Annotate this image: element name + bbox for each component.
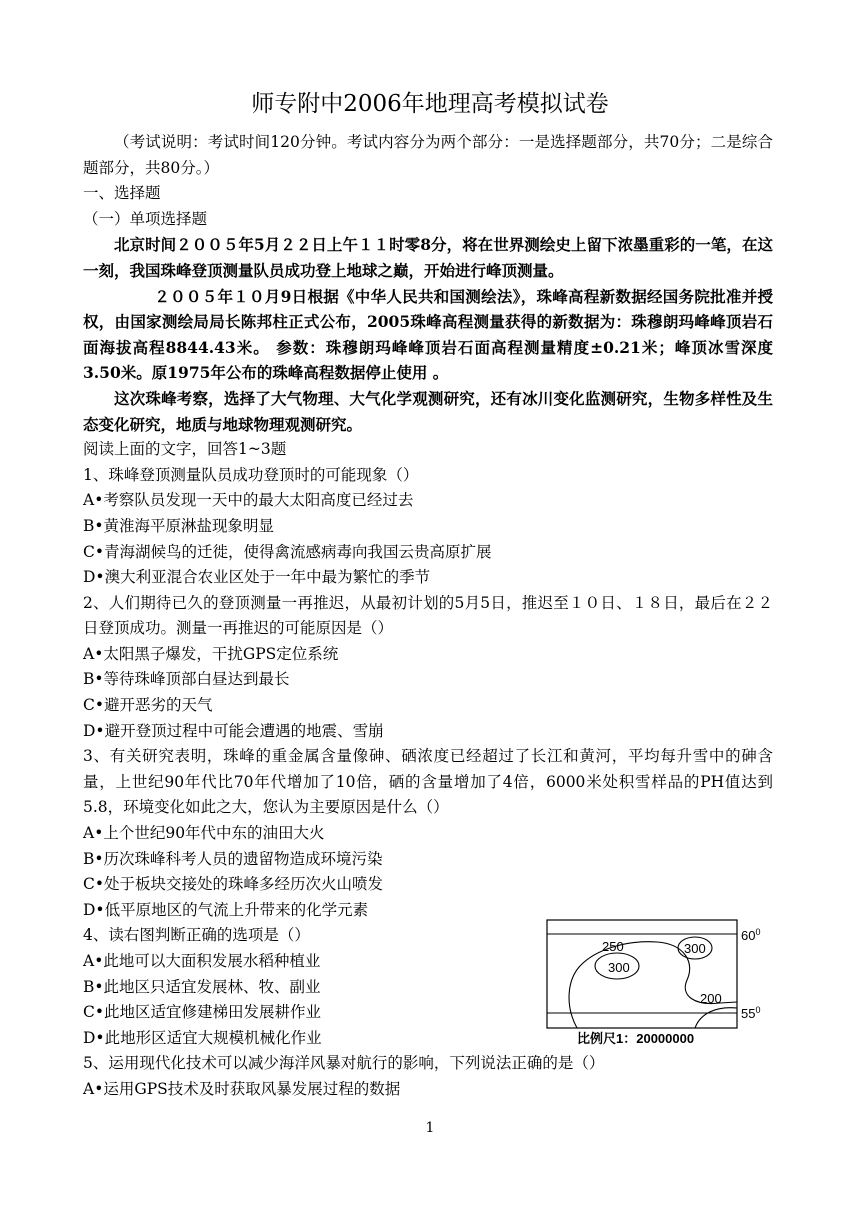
latitude-label-bottom (741, 1005, 760, 1021)
question-option: B•等待珠峰顶部白昼达到最长 (83, 670, 290, 689)
reading-instruction: 阅读上面的文字，回答1~3题 (83, 440, 287, 459)
latitude-label-top (741, 927, 760, 943)
degree-symbol: 0 (755, 1005, 761, 1015)
contour-map (545, 918, 775, 1048)
question-stem: 4、读右图判断正确的选项是（） (83, 926, 310, 945)
question-option: C•此地区适宜修建梯田发展耕作业 (83, 1003, 322, 1022)
question-stem: 2、人们期待已久的登顶测量一再推迟，从最初计划的5月5日，推迟至１０日、１８日，最后在２２日登顶成功。测量一再推迟的可能原因是（） (83, 593, 773, 638)
contour-label: 300 (608, 960, 630, 975)
latitude-value: 55 (741, 1006, 756, 1021)
question-option: B•历次珠峰科考人员的遗留物造成环境污染 (83, 849, 383, 868)
question-option: A•运用GPS技术及时获取风暴发展过程的数据 (83, 1079, 401, 1098)
question-option: C•青海湖候鸟的迁徙，使得禽流感病毒向我国云贵高原扩展 (83, 542, 492, 561)
contour-line-200 (695, 1008, 737, 1028)
question-option: A•太阳黑子爆发，干扰GPS定位系统 (83, 644, 339, 663)
question-option: D•避开登顶过程中可能会遭遇的地震、雪崩 (83, 721, 384, 740)
question-option: D•低平原地区的气流上升带来的化学元素 (83, 900, 369, 919)
contour-label: 250 (602, 939, 624, 954)
question-option: B•此地区只适宜发展林、牧、副业 (83, 977, 321, 996)
contour-label: 200 (700, 991, 722, 1006)
map-scale: 比例尺1：20000000 (577, 1031, 695, 1046)
latitude-value: 60 (741, 928, 756, 943)
exam-note: （考试说明：考试时间120分钟。考试内容分为两个部分：一是选择题部分，共70分；二是综合题部分，共80分。） (83, 133, 773, 177)
page-number: 1 (425, 1120, 435, 1136)
degree-symbol: 0 (755, 927, 761, 937)
map-frame (547, 920, 737, 1028)
contour-label: 300 (684, 941, 706, 956)
passage-paragraph-3: 这次珠峰考察，选择了大气物理、大气化学观测研究，还有冰川变化监测研究，生物多样性及生态变化研究，地质与地球物理观测研究。 (83, 388, 773, 434)
question-option: B•黄淮海平原淋盐现象明显 (83, 516, 275, 535)
question-option: A•上个世纪90年代中东的油田大火 (83, 824, 325, 843)
question-option: C•避开恶劣的天气 (83, 696, 213, 715)
subsection-heading: （一）单项选择题 (83, 209, 208, 228)
section-heading: 一、选择题 (83, 184, 161, 203)
question-option: C•处于板块交接处的珠峰多经历次火山喷发 (83, 875, 384, 894)
question-option: A•此地可以大面积发展水稻种植业 (83, 952, 321, 970)
question-stem: 1、珠峰登顶测量队员成功登顶时的可能现象（） (83, 465, 419, 484)
passage-paragraph-2: ２００５年１０月9日根据《中华人民共和国测绘法》，珠峰高程新数据经国务院批准并授权，由国家测绘局局长陈邦柱正式公布，2005珠峰高程测量获得的新数据为：珠穆朗玛峰峰顶岩石面海拔高程8844.43米。 参数：珠穆朗玛峰峰顶岩石面高程测量精度±0.21米；峰顶冰雪深度3.50米。原1975年公布的珠峰高程数据停止使用 。 (83, 286, 773, 383)
question-stem: 5、运用现代化技术可以减少海洋风暴对航行的影响，下列说法正确的是（） (83, 1054, 605, 1073)
page-title: 师专附中2006年地理高考模拟试卷 (251, 91, 609, 117)
question-option: D•澳大利亚混合农业区处于一年中最为繁忙的季节 (83, 568, 431, 587)
contour-line-250 (569, 942, 737, 1028)
question-stem: 3、有关研究表明，珠峰的重金属含量像砷、硒浓度已经超过了长江和黄河，平均每升雪中的砷含量，上世纪90年代比70年代增加了10倍，硒的含量增加了4倍，6000米处积雪样品的PH值达到5.8，环境变化如此之大，您认为主要原因是什么（） (83, 747, 773, 817)
question-option: A•考察队员发现一天中的最大太阳高度已经过去 (83, 491, 414, 510)
question-option: D•此地形区适宜大规模机械化作业 (83, 1028, 322, 1047)
passage-paragraph-1: 北京时间２００５年5月２２日上午１１时零8分，将在世界测绘史上留下浓墨重彩的一笔，在这一刻，我国珠峰登顶测量队员成功登上地球之巅，开始进行峰顶测量。 (83, 235, 773, 280)
